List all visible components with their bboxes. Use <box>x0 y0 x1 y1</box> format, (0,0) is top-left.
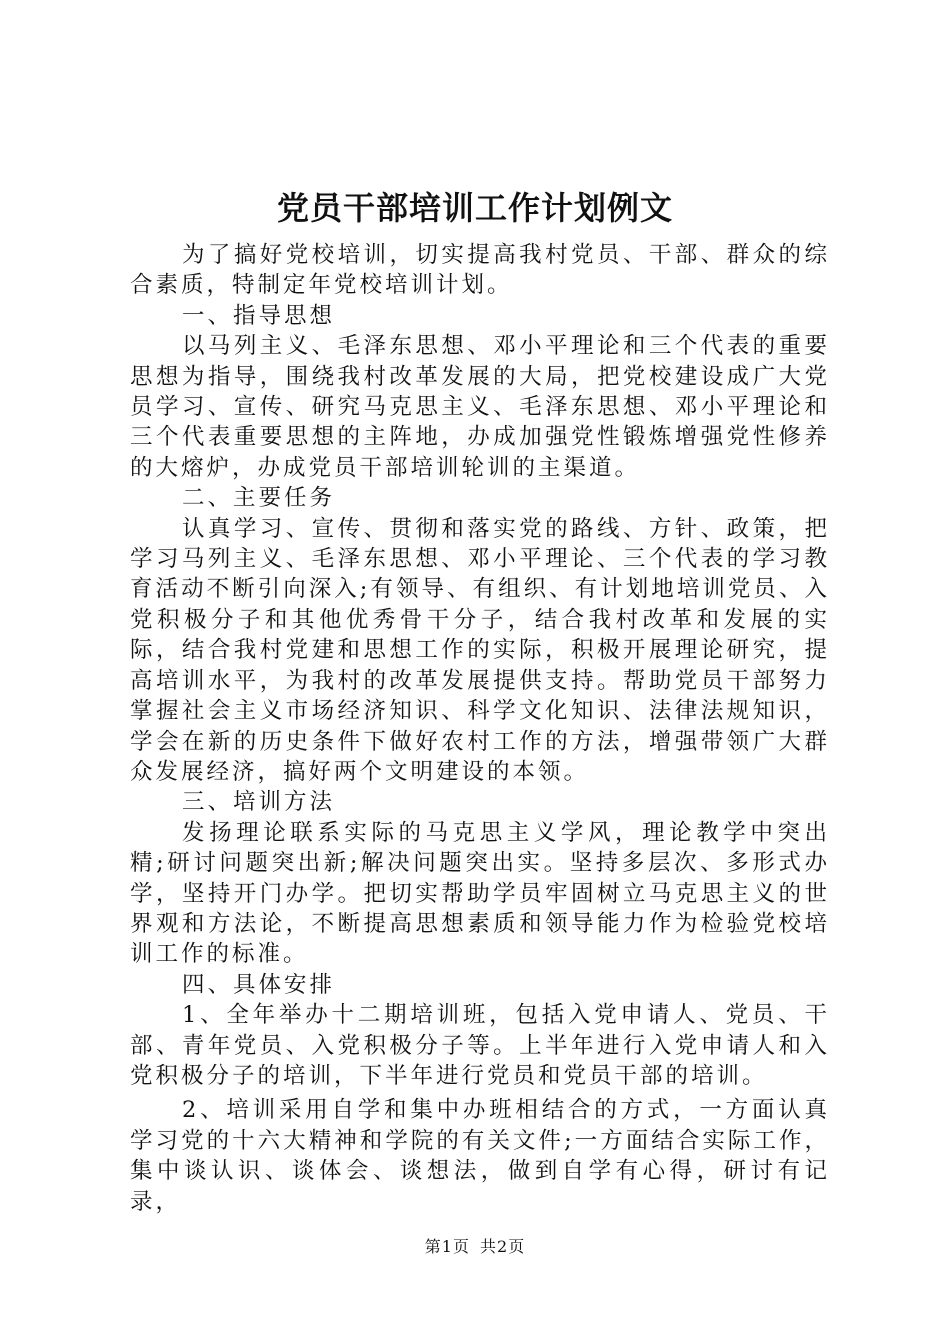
section-paragraph: 发扬理论联系实际的马克思主义学风，理论教学中突出精;研讨问题突出新;解决问题突出实。坚持多层次、多形式办学，坚持开门办学。把切实帮助学员牢固树立马克思主义的世界观和方法论，不断提高思想素质和领导能力作为检验党校培训工作的标准。 <box>130 819 830 968</box>
page-number: 第1页 <box>424 1237 470 1256</box>
section-paragraph: 2、培训采用自学和集中办班相结合的方式，一方面认真学习党的十六大精神和学院的有关文件;一方面结合实际工作，集中谈认识、谈体会、谈想法，做到自学有心得，研讨有记录， <box>130 1097 830 1215</box>
section-paragraph: 1、全年举办十二期培训班，包括入党申请人、党员、干部、青年党员、入党积极分子等。上半年进行入党申请人和入党积极分子的培训，下半年进行党员和党员干部的培训。 <box>130 1002 830 1089</box>
section-heading: 三、培训方法 <box>182 789 336 816</box>
document-body <box>130 240 830 1217</box>
section-paragraph: 以马列主义、毛泽东思想、邓小平理论和三个代表的重要思想为指导，围绕我村改革发展的大局，把党校建设成广大党员学习、宣传、研究马克思主义、毛泽东思想、邓小平理论和三个代表重要思想的主阵地，办成加强党性锻炼增强党性修养的大熔炉，办成党员干部培训轮训的主渠道。 <box>130 333 830 481</box>
section-paragraph: 认真学习、宣传、贯彻和落实党的路线、方针、政策，把学习马列主义、毛泽东思想、邓小平理论、三个代表的学习教育活动不断引向深入;有领导、有组织、有计划地培训党员、入党积极分子和其他优秀骨干分子，结合我村改革和发展的实际，结合我村党建和思想工作的实际，积极开展理论研究，提高培训水平，为我村的改革发展提供支持。帮助党员干部努力掌握社会主义市场经济知识、科学文化知识、法律法规知识，学会在新的历史条件下做好农村工作的方法，增强带领广大群众发展经济，搞好两个文明建设的本领。 <box>130 515 830 785</box>
section-heading: 四、具体安排 <box>182 971 336 998</box>
page-footer <box>0 1237 950 1257</box>
document-title: 党员干部培训工作计划例文 <box>276 189 673 227</box>
intro-paragraph: 为了搞好党校培训，切实提高我村党员、干部、群众的综合素质，特制定年党校培训计划。 <box>130 242 830 299</box>
page-total: 共2页 <box>480 1237 526 1256</box>
section-heading: 一、指导思想 <box>182 302 336 329</box>
section-heading: 二、主要任务 <box>182 485 336 512</box>
